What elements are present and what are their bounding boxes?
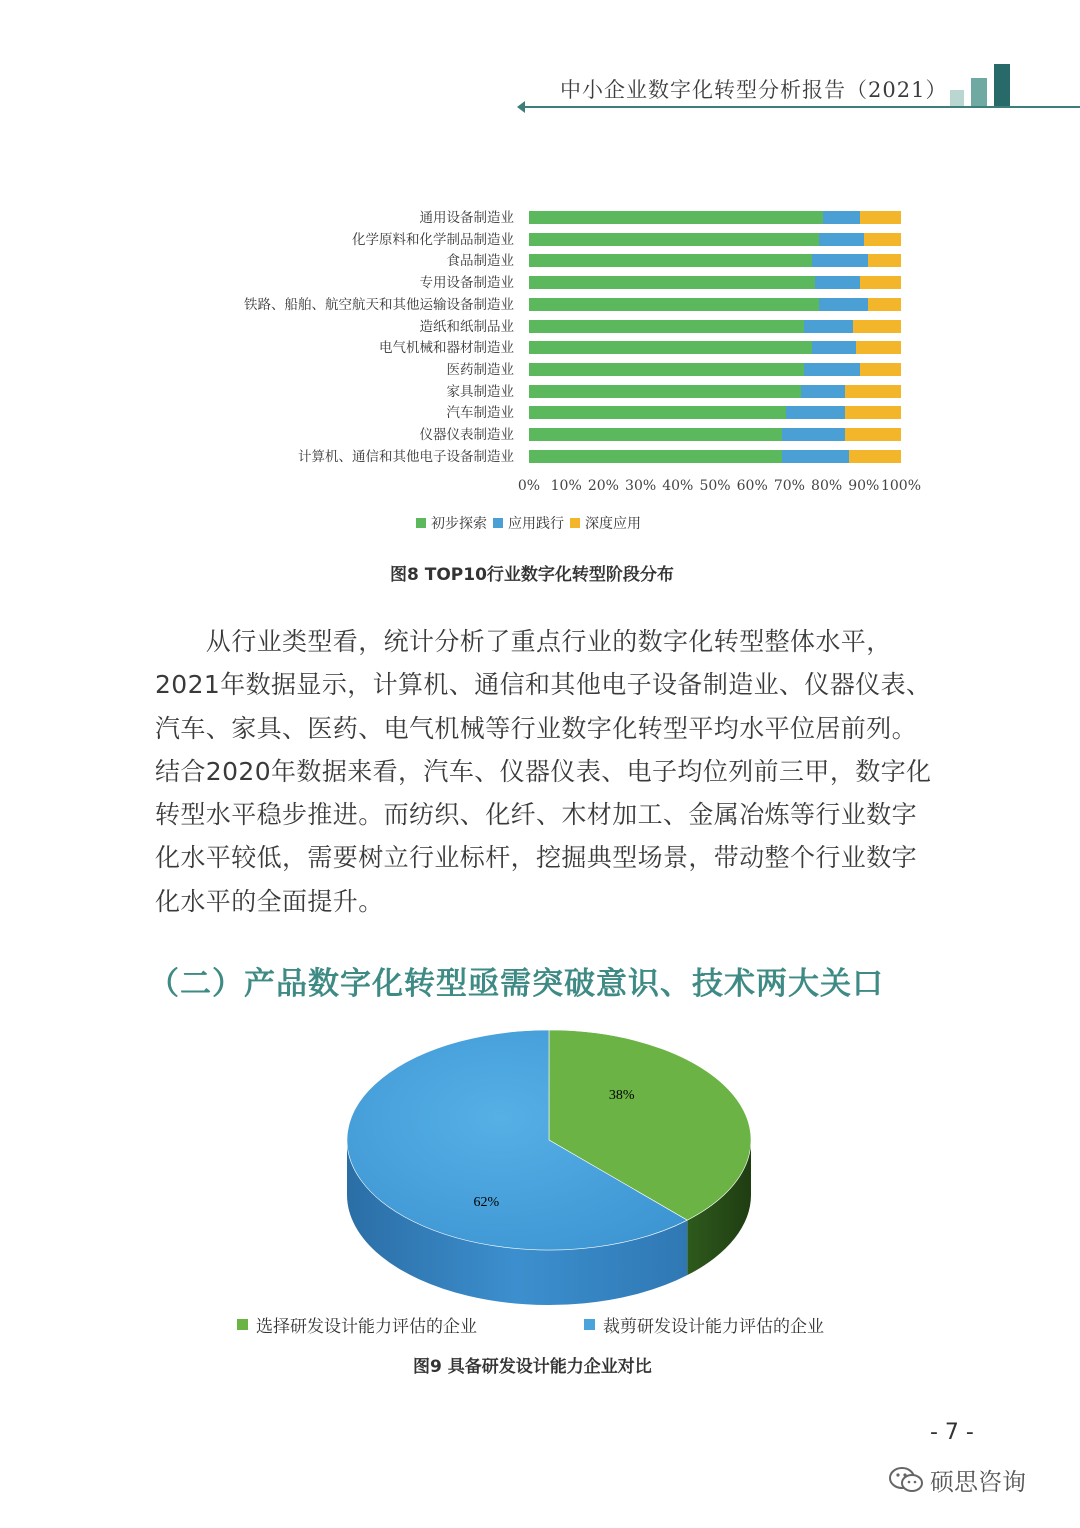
bar-segment: [812, 341, 857, 354]
bar-segment: [529, 450, 782, 463]
category-label: 化学原料和化学制品制造业: [352, 231, 514, 248]
pie-legend-item-trimmed: [584, 1312, 824, 1337]
section-heading: （二）产品数字化转型亟需突破意识、技术两大关口: [148, 966, 884, 1002]
bar-segment: [860, 276, 901, 289]
bar-segment: [782, 450, 849, 463]
bar-segment: [853, 320, 901, 333]
bar-segment: [804, 363, 860, 376]
legend-label: 选择研发设计能力评估的企业: [256, 1317, 477, 1337]
wechat-icon: [888, 1466, 924, 1494]
watermark: [888, 1462, 1026, 1497]
x-tick-label: 50%: [699, 478, 731, 494]
category-label: 仪器仪表制造业: [419, 427, 514, 443]
category-label: 家具制造业: [446, 383, 514, 400]
bar-segment: [529, 341, 812, 354]
bar-segment: [529, 254, 812, 267]
legend-label: 裁剪研发设计能力评估的企业: [603, 1317, 824, 1337]
x-tick-label: 90%: [848, 478, 880, 494]
bar-segment: [849, 450, 901, 463]
category-label: 电气机械和器材制造业: [379, 340, 514, 357]
rd-capability-pie-chart: [330, 1020, 770, 1310]
bar-segment: [815, 276, 860, 289]
x-tick-label: 70%: [773, 478, 805, 494]
bar-segment: [868, 254, 901, 267]
bar-segment: [845, 428, 901, 441]
paragraph-line: 转型水平稳步推进。而纺织、化纤、木材加工、金属冶炼等行业数字: [155, 800, 918, 830]
x-tick-label: 30%: [625, 478, 657, 494]
bar-segment: [529, 276, 815, 289]
body-paragraph: [155, 620, 955, 923]
x-tick-label: 80%: [811, 478, 843, 494]
legend-swatch: [570, 518, 580, 528]
category-label: 计算机、通信和其他电子设备制造业: [298, 448, 514, 465]
figure-9-caption: 图9 具备研发设计能力企业对比: [413, 1357, 652, 1377]
figure-8-caption: 图8 TOP10行业数字化转型阶段分布: [390, 565, 674, 585]
pie-slice-label: 62%: [473, 1195, 500, 1211]
legend-label: 应用践行: [508, 516, 564, 532]
legend-item: [493, 513, 564, 533]
x-tick-label: 40%: [662, 478, 694, 494]
bar-segment: [782, 428, 845, 441]
paragraph-line: 2021年数据显示，计算机、通信和其他电子设备制造业、仪器仪表、: [155, 670, 932, 700]
category-label: 食品制造业: [446, 253, 514, 270]
paragraph-line: 化水平的全面提升。: [155, 886, 384, 916]
pie-legend-item-selected: [237, 1312, 477, 1337]
category-label: 造纸和纸制品业: [419, 318, 514, 335]
legend-swatch: [493, 518, 503, 528]
bar-segment: [864, 233, 901, 246]
paragraph-line: 结合2020年数据来看，汽车、仪器仪表、电子均位列前三甲，数字化: [155, 756, 932, 786]
x-tick-label: 10%: [550, 478, 582, 494]
category-label: 铁路、船舶、航空航天和其他运输设备制造业: [244, 296, 514, 313]
bar-segment: [860, 363, 901, 376]
bar-segment: [845, 385, 901, 398]
paragraph-line: 汽车、家具、医药、电气机械等行业数字化转型平均水平位居前列。: [155, 713, 918, 743]
x-tick-label: 0%: [517, 478, 541, 494]
header-bar-decoration-3: [994, 64, 1010, 106]
bar-segment: [860, 211, 901, 224]
legend-label: 深度应用: [585, 516, 641, 532]
header-bar-decoration-2: [971, 78, 987, 106]
x-tick-label: 100%: [880, 478, 922, 494]
legend-swatch-green: [237, 1319, 248, 1330]
bar-segment: [529, 385, 801, 398]
bar-segment: [529, 320, 804, 333]
legend-item: [416, 513, 487, 533]
header-arrow-icon: [517, 101, 525, 113]
legend-swatch-blue: [584, 1319, 595, 1330]
bar-segment: [868, 298, 901, 311]
bar-segment: [529, 211, 823, 224]
legend-label: 初步探索: [431, 516, 487, 532]
bar-segment: [819, 233, 864, 246]
bar-segment: [801, 385, 846, 398]
category-label: 专用设备制造业: [419, 275, 514, 292]
legend-item: [570, 513, 641, 533]
category-label: 通用设备制造业: [419, 210, 514, 226]
bar-segment: [804, 320, 852, 333]
header-bar-decoration-1: [950, 90, 964, 106]
category-label: 医药制造业: [446, 361, 514, 378]
x-tick-label: 60%: [736, 478, 768, 494]
paragraph-line: 化水平较低，需要树立行业标杆，挖掘典型场景，带动整个行业数字: [155, 843, 918, 873]
bar-segment: [786, 406, 846, 419]
bar-segment: [529, 428, 782, 441]
watermark-text: 硕思咨询: [930, 1468, 1026, 1496]
pie-slice-label: 38%: [608, 1087, 635, 1103]
bar-segment: [529, 298, 819, 311]
x-tick-label: 20%: [587, 478, 619, 494]
paragraph-line: 从行业类型看，统计分析了重点行业的数字化转型整体水平，: [155, 627, 892, 656]
chart-legend: [416, 513, 647, 533]
bar-segment: [845, 406, 901, 419]
bar-segment: [856, 341, 901, 354]
legend-swatch: [416, 518, 426, 528]
category-label: 汽车制造业: [446, 405, 514, 422]
bar-segment: [823, 211, 860, 224]
bar-segment: [529, 406, 786, 419]
report-title: 中小企业数字化转型分析报告（2021）: [560, 78, 948, 102]
bar-segment: [812, 254, 868, 267]
bar-segment: [529, 363, 804, 376]
bar-segment: [819, 298, 867, 311]
bar-segment: [529, 233, 819, 246]
header-rule: [522, 106, 1080, 108]
page-number: - 7 -: [930, 1420, 974, 1445]
